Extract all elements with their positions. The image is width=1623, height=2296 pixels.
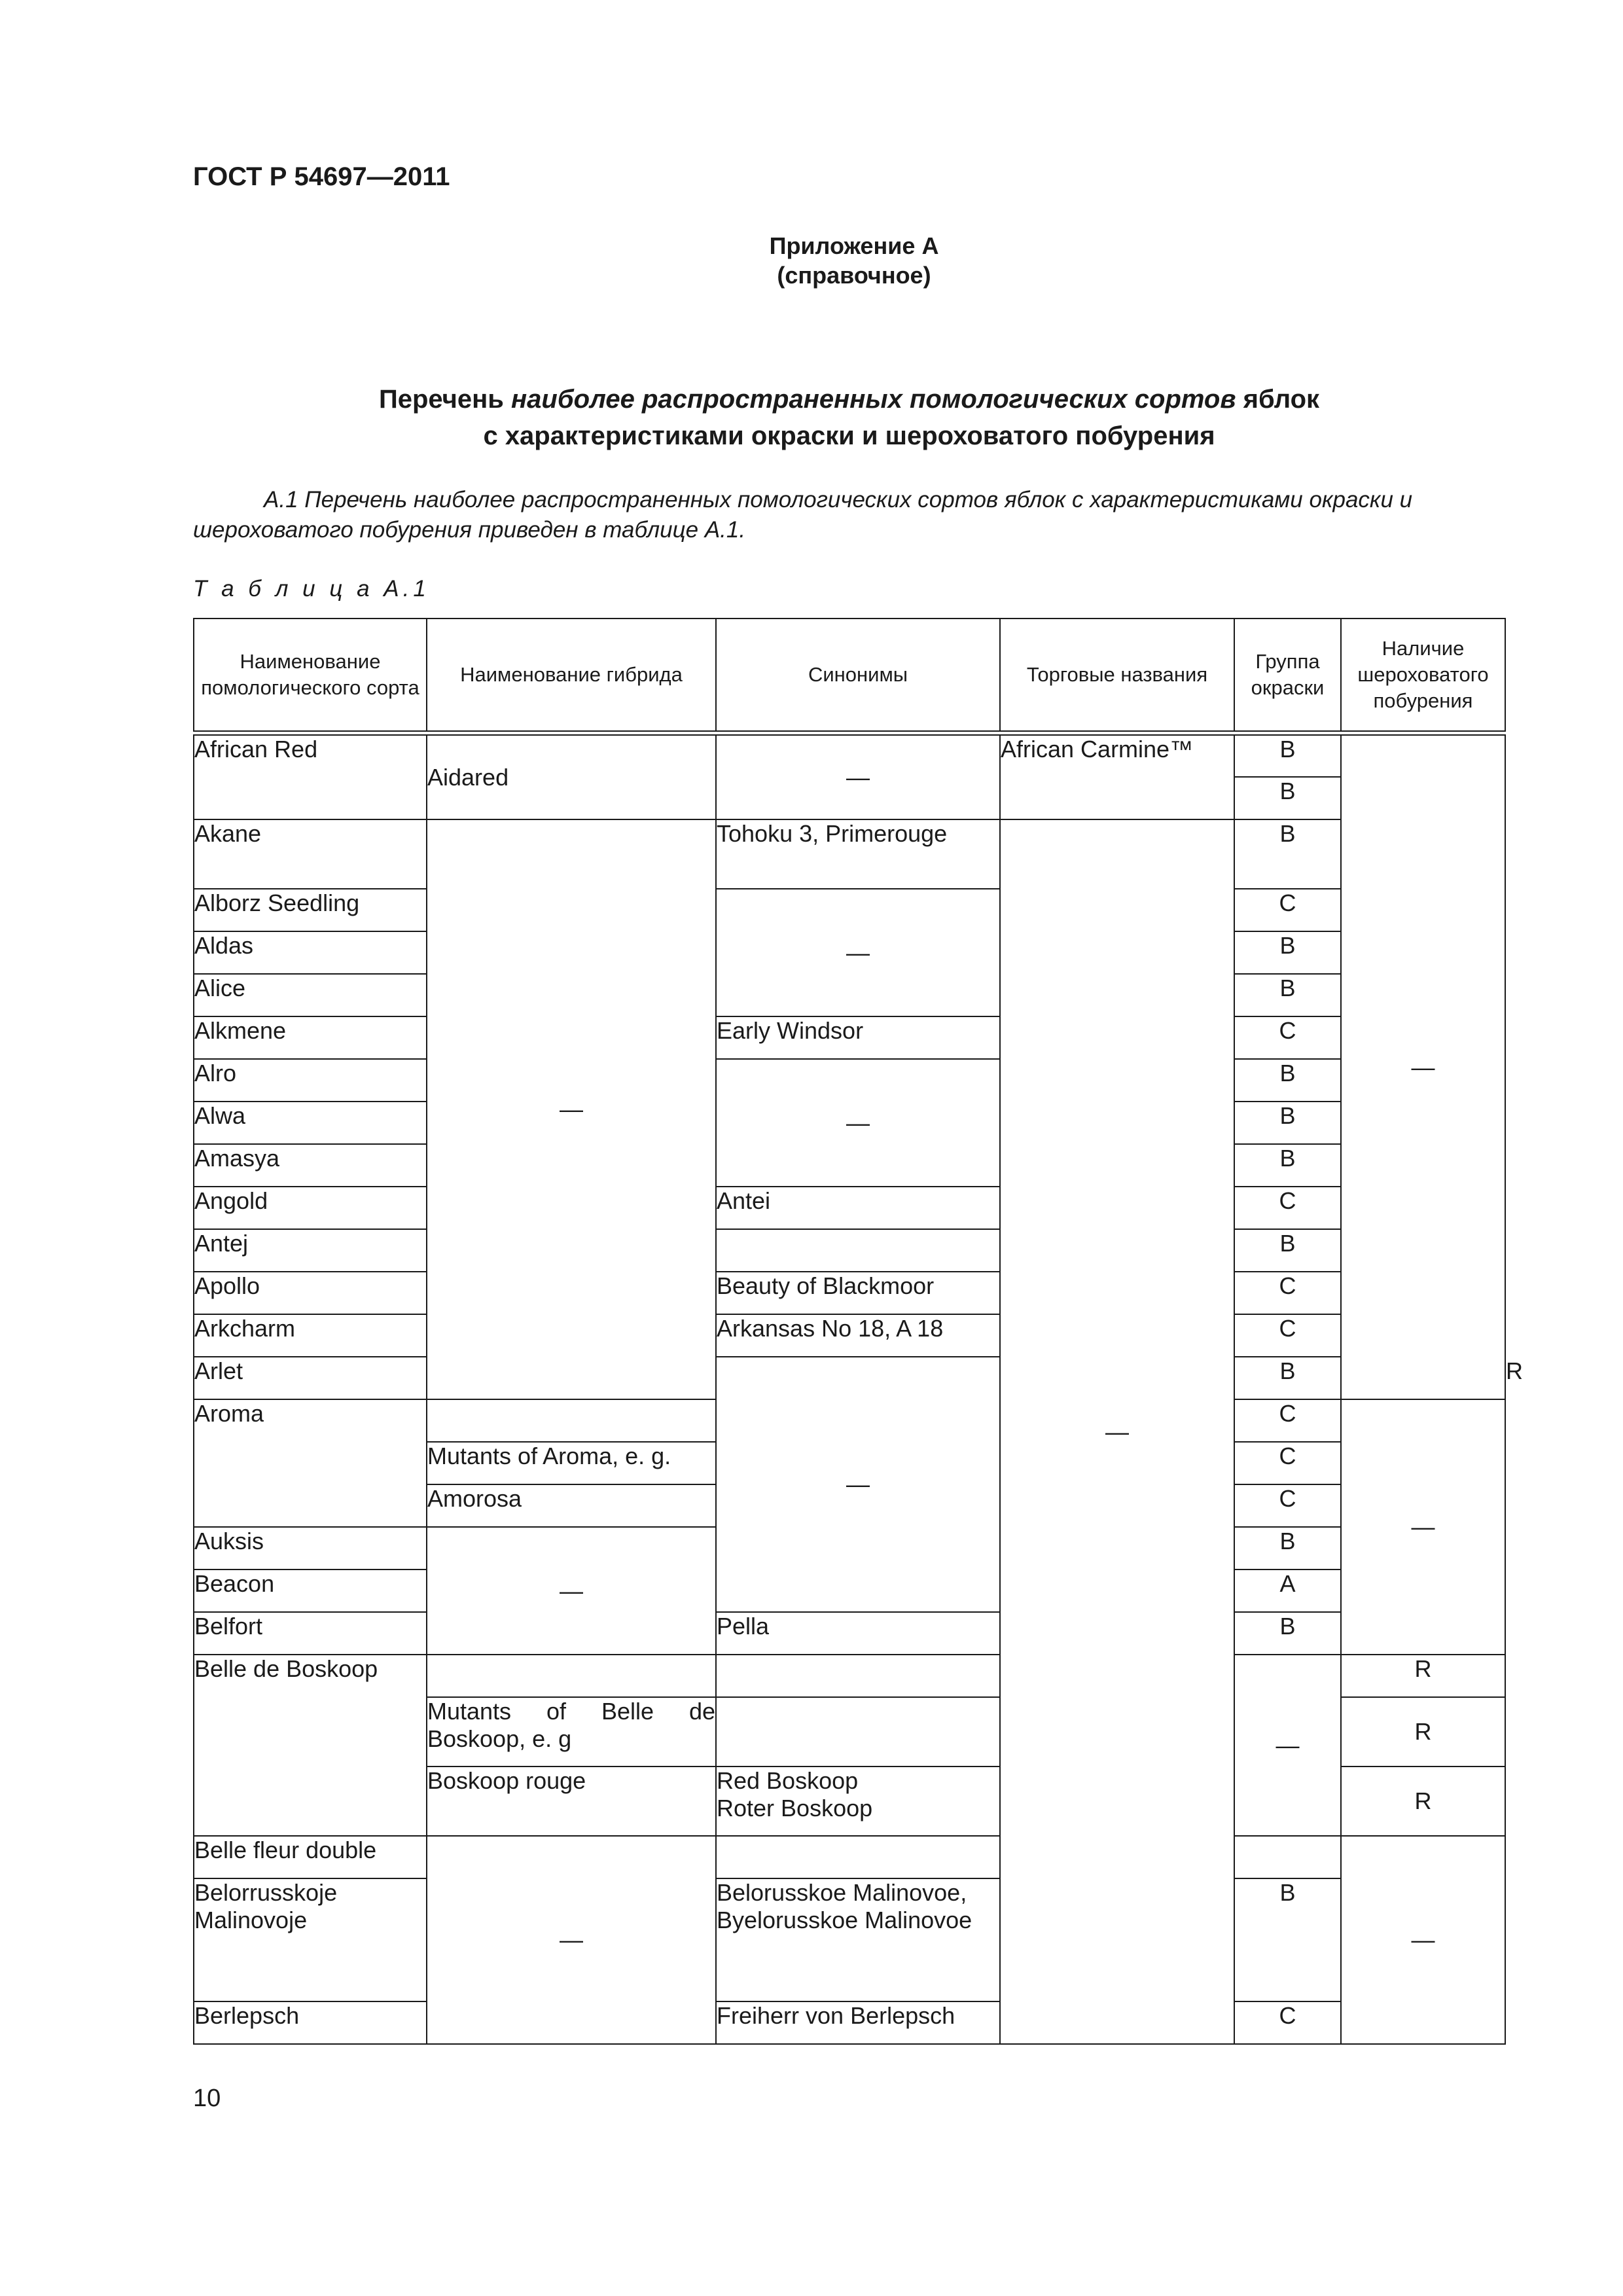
colour-group-cell: B: [1234, 1102, 1341, 1144]
header-russeting: Наличие шероховатого побурения: [1341, 619, 1505, 731]
table-row: [194, 1187, 1505, 1229]
cultivar-cell: Alice: [194, 974, 427, 1016]
hybrid-cell: [427, 1399, 716, 1442]
synonym-cell: [716, 1229, 1000, 1272]
synonym-cell: —: [716, 889, 1000, 1016]
synonym-cell: Early Windsor: [716, 1016, 1000, 1059]
colour-group-cell: C: [1234, 889, 1341, 931]
synonym-cell: [716, 1655, 1000, 1697]
header-hybrid: Наименование гибрида: [427, 619, 716, 731]
hybrid-cell: Mutants of Aroma, e. g.: [427, 1442, 716, 1484]
cultivar-cell: Belorrusskoje Malinovoje: [194, 1878, 427, 2001]
colour-group-cell: B: [1234, 1229, 1341, 1272]
russeting-cell: R: [1341, 1697, 1505, 1767]
cultivar-cell: African Red: [194, 735, 427, 819]
cultivar-cell: Alwa: [194, 1102, 427, 1144]
cultivar-cell: Arkcharm: [194, 1314, 427, 1357]
colour-group-cell: B: [1234, 735, 1341, 777]
synonym-cell: Pella: [716, 1612, 1000, 1655]
synonym-cell: —: [716, 1357, 1000, 1612]
table-row: [194, 1059, 1505, 1102]
intro-paragraph-line-1: А.1 Перечень наиболее распространенных помологических сортов яблок с характеристиками окраски и: [264, 487, 1413, 512]
header-synonyms: Синонимы: [716, 619, 1000, 731]
cultivar-cell: Alro: [194, 1059, 427, 1102]
synonym-cell: —: [716, 735, 1000, 819]
colour-group-cell: B: [1234, 931, 1341, 974]
table-row: [194, 1836, 1505, 1878]
colour-group-cell: C: [1234, 1272, 1341, 1314]
russeting-cell: —: [1341, 1399, 1505, 1655]
intro-paragraph-line-2: шероховатого побурения приведен в таблице А.1.: [193, 517, 746, 543]
synonym-cell: [716, 1836, 1000, 1878]
colour-group-cell: B: [1234, 1527, 1341, 1570]
colour-group-cell: B: [1234, 777, 1341, 819]
cultivar-cell: Aldas: [194, 931, 427, 974]
cultivar-cell: Akane: [194, 819, 427, 889]
title-emphasis: наиболее распространенных помологических сортов: [510, 385, 1236, 414]
document-title-line-1: [193, 381, 1505, 418]
synonym-cell: [716, 1697, 1000, 1767]
table-row: [194, 735, 1505, 777]
cultivar-cell: Auksis: [194, 1527, 427, 1570]
document-title-line-2: с характеристиками окраски и шероховатого побурения: [483, 422, 1215, 450]
table-row: [194, 1272, 1505, 1314]
table-row: Arlet — B R: [194, 1357, 1505, 1399]
varieties-table: [193, 618, 1523, 2045]
colour-group-cell: —: [1234, 1655, 1341, 1836]
synonym-cell: —: [716, 1059, 1000, 1187]
cultivar-cell: Apollo: [194, 1272, 427, 1314]
header-trade-names: Торговые названия: [1000, 619, 1234, 731]
title-text: Перечень: [378, 385, 511, 414]
colour-group-cell: C: [1234, 1399, 1341, 1442]
colour-group-cell: C: [1234, 1016, 1341, 1059]
colour-group-cell: C: [1234, 1442, 1341, 1484]
synonym-line: Red Boskoop: [717, 1767, 859, 1794]
hybrid-cell: —: [427, 819, 716, 1399]
synonym-cell: Belorusskoe Malinovoe, Byelorusskoe Malinovoe: [716, 1878, 1000, 2001]
table-row: [194, 889, 1505, 931]
table-row: [194, 1229, 1505, 1272]
synonym-cell: Freiherr von Berlepsch: [716, 2001, 1000, 2044]
hybrid-cell: [427, 1655, 716, 1697]
colour-group-cell: B: [1234, 1612, 1341, 1655]
colour-group-cell: C: [1234, 1187, 1341, 1229]
header-cultivar: Наименование помологического сорта: [194, 619, 427, 731]
hybrid-cell: Boskoop rouge: [427, 1767, 716, 1836]
table-caption: Т а б л и ц а А.1: [193, 576, 430, 601]
cultivar-cell: Belfort: [194, 1612, 427, 1655]
hybrid-cell: —: [427, 1527, 716, 1655]
synonym-cell: Arkansas No 18, A 18: [716, 1314, 1000, 1357]
document-code: ГОСТ Р 54697—2011: [193, 162, 450, 191]
table-row: [194, 2001, 1505, 2044]
colour-group-cell: B: [1234, 819, 1341, 889]
table-row: [194, 1655, 1505, 1697]
appendix-type: (справочное): [777, 262, 931, 289]
colour-group-cell: [1234, 1836, 1341, 1878]
table-header-row: [194, 619, 1505, 731]
table-row: [194, 1016, 1505, 1059]
cultivar-cell: Alkmene: [194, 1016, 427, 1059]
colour-group-cell: B: [1234, 1059, 1341, 1102]
cultivar-cell: Berlepsch: [194, 2001, 427, 2044]
colour-group-cell: B: [1234, 1878, 1341, 2001]
hybrid-cell: Aidared: [427, 735, 716, 819]
colour-group-cell: B: [1234, 1144, 1341, 1187]
russeting-cell: —: [1341, 1836, 1505, 2044]
cultivar-cell: Alborz Seedling: [194, 889, 427, 931]
hybrid-cell: Amorosa: [427, 1484, 716, 1527]
table-row: [194, 1314, 1505, 1357]
cultivar-cell: Angold: [194, 1187, 427, 1229]
page-number: 10: [193, 2085, 221, 2112]
trade-name-cell: African Carmine™: [1000, 735, 1234, 819]
cultivar-cell: Beacon: [194, 1570, 427, 1612]
table-row: [194, 1878, 1505, 2001]
cultivar-cell: Arlet: [194, 1357, 427, 1399]
table-row: [194, 819, 1505, 889]
hybrid-cell: Mutants of Belle de Boskoop, e. g: [427, 1697, 716, 1767]
cultivar-cell: Belle de Boskoop: [194, 1655, 427, 1836]
table-row: [194, 1612, 1505, 1655]
cultivar-cell: Amasya: [194, 1144, 427, 1187]
colour-group-cell: C: [1234, 2001, 1341, 2044]
header-colour-group: Группа окраски: [1234, 619, 1341, 731]
appendix-title: Приложение А: [769, 232, 939, 259]
cultivar-cell: Aroma: [194, 1399, 427, 1527]
cultivar-cell: Antej: [194, 1229, 427, 1272]
russeting-cell: R: [1341, 1655, 1505, 1697]
synonym-line: Roter Boskoop: [717, 1795, 873, 1821]
russeting-cell: R: [1341, 1767, 1505, 1836]
colour-group-cell: B: [1234, 974, 1341, 1016]
colour-group-cell: C: [1234, 1314, 1341, 1357]
synonym-cell: [716, 1767, 1000, 1836]
russeting-cell: —: [1341, 735, 1505, 1399]
colour-group-cell: C: [1234, 1484, 1341, 1527]
title-text: яблок: [1236, 385, 1320, 414]
colour-group-cell: B: [1234, 1357, 1341, 1399]
synonym-cell: Antei: [716, 1187, 1000, 1229]
synonym-cell: Tohoku 3, Primerouge: [716, 819, 1000, 889]
colour-group-cell: A: [1234, 1570, 1341, 1612]
trade-name-cell: —: [1000, 819, 1234, 2044]
hybrid-cell: —: [427, 1836, 716, 2044]
synonym-cell: Beauty of Blackmoor: [716, 1272, 1000, 1314]
cultivar-cell: Belle fleur double: [194, 1836, 427, 1878]
